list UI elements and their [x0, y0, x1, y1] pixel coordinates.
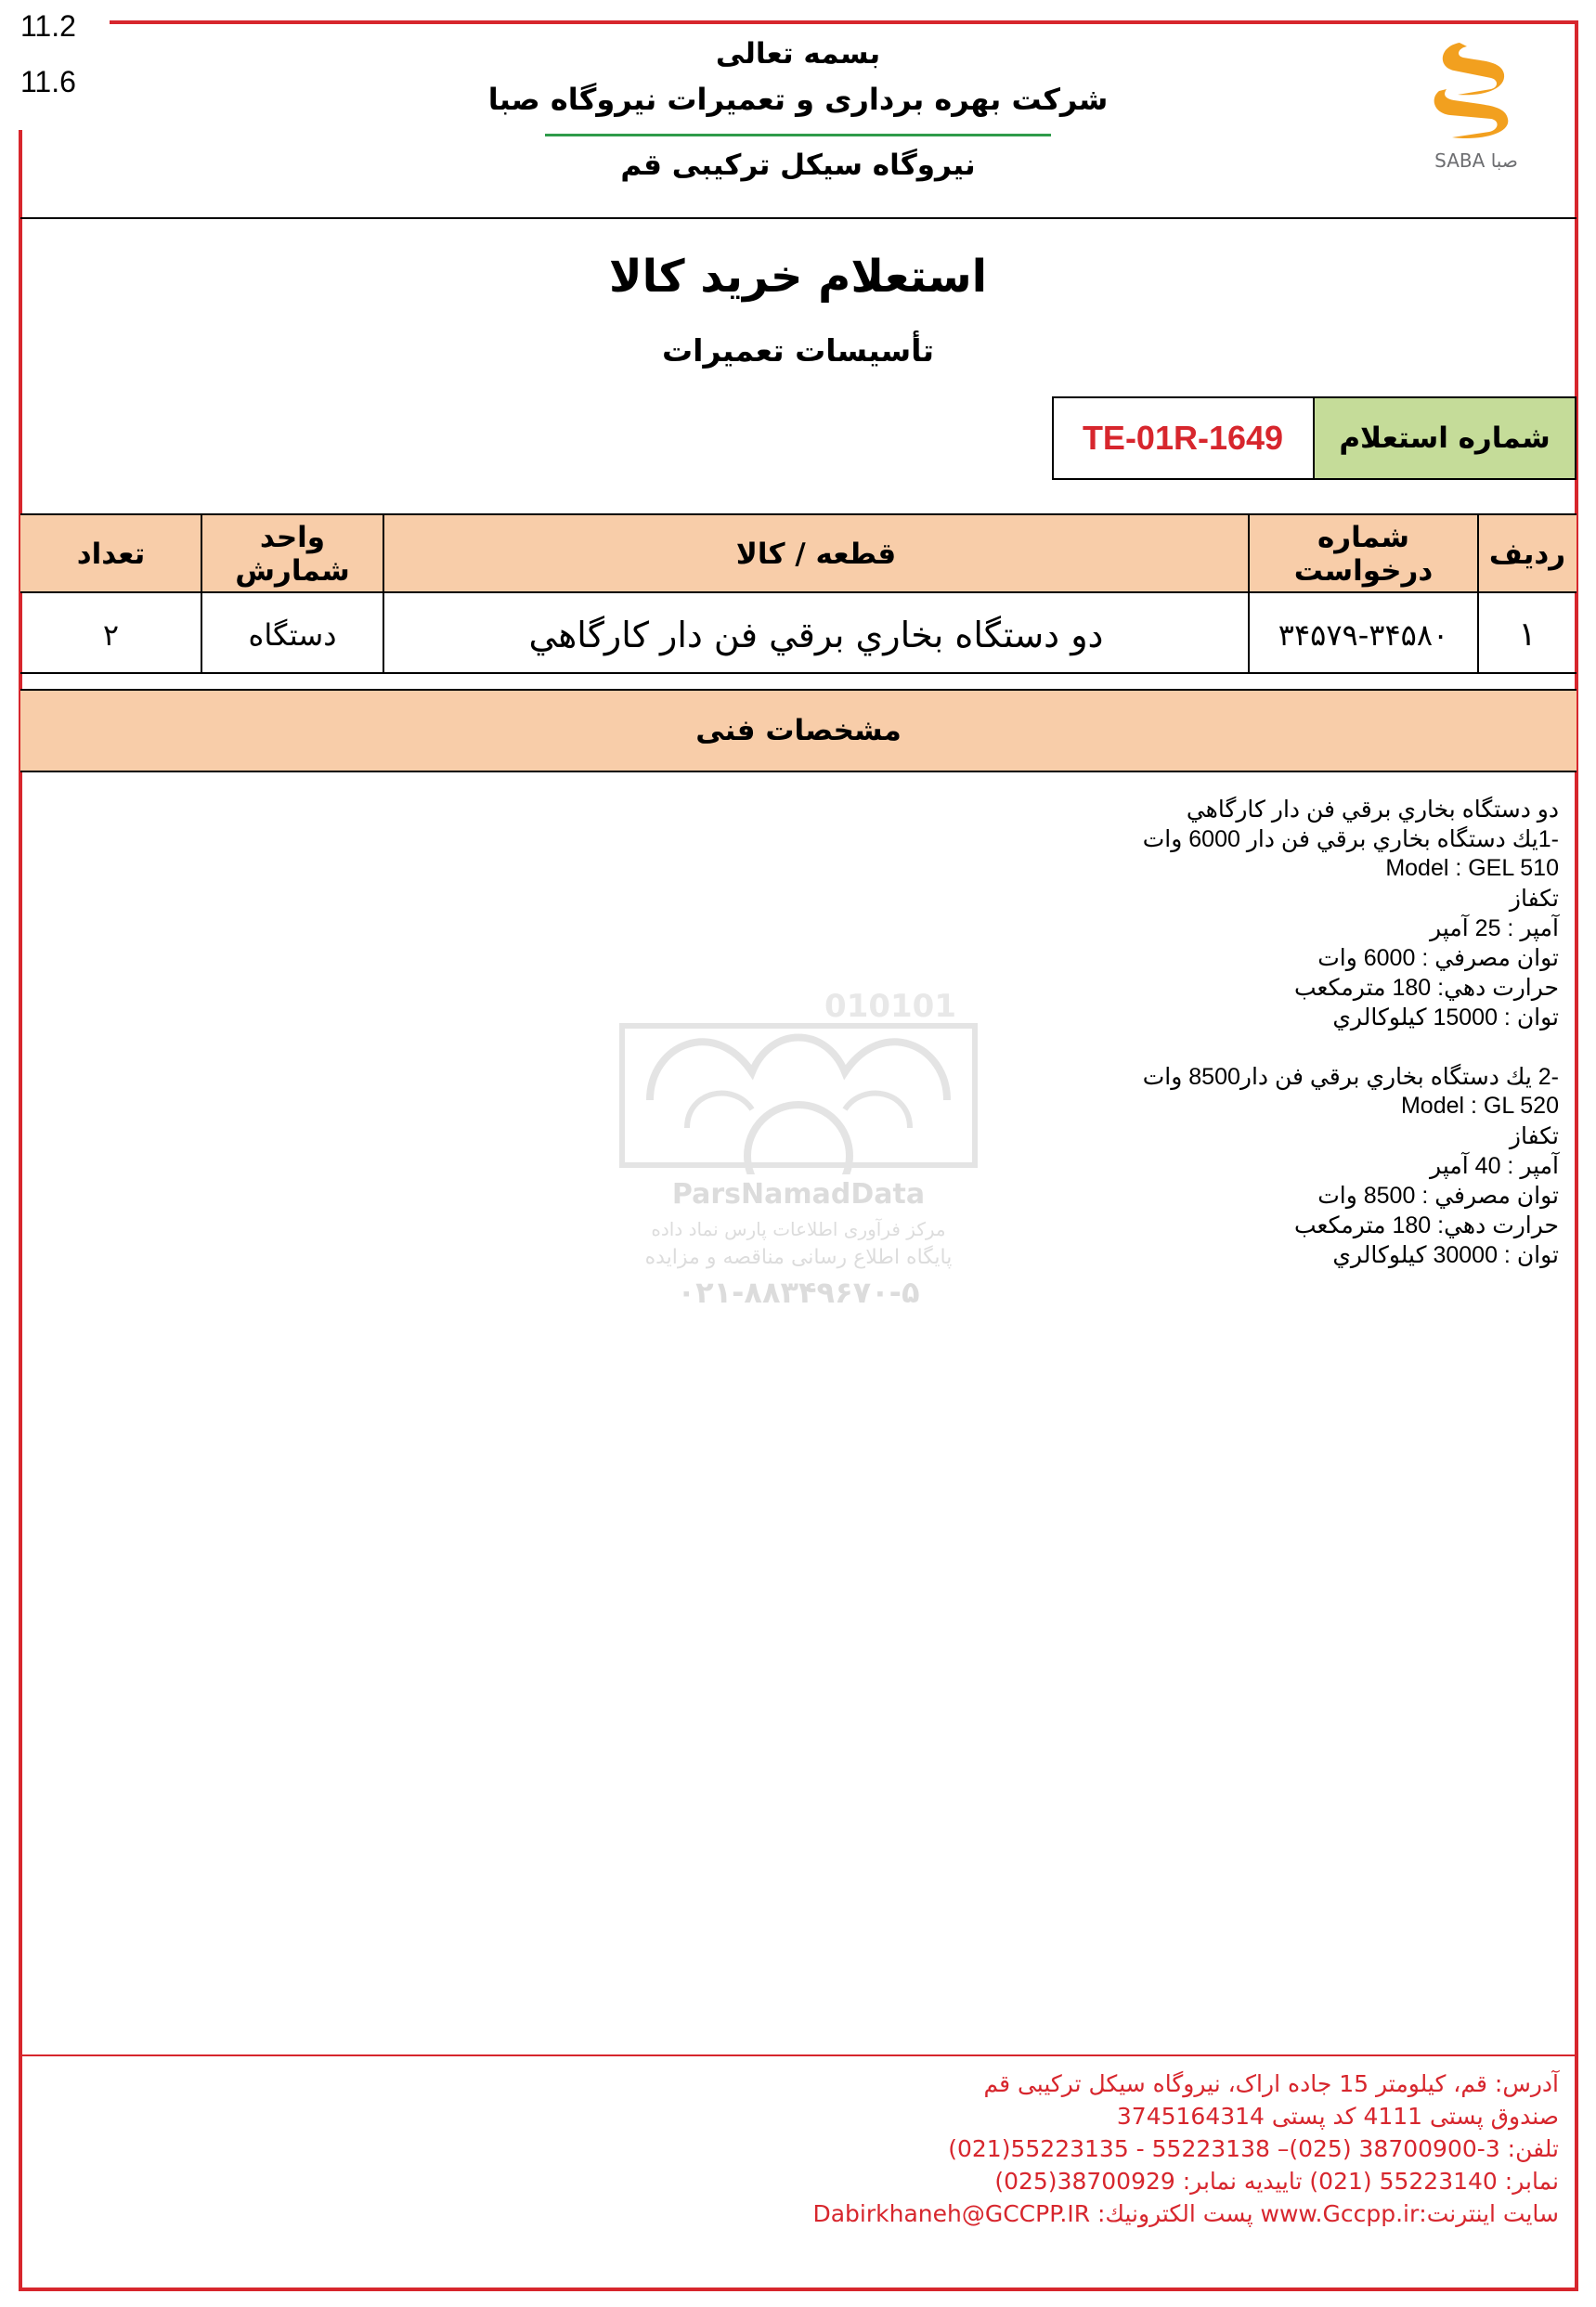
spec-line: آمپر : 40 آمپر: [1430, 1153, 1559, 1179]
cell-unit: دستگاه: [248, 616, 337, 653]
page-subtitle: تأسیسات تعمیرات: [662, 332, 934, 369]
svg-text:010101: 010101: [824, 989, 956, 1025]
svg-text:SABA صبا: SABA صبا: [1434, 149, 1518, 172]
footer-fax: نمابر: 55223140 (021) تاییدیه نمابر: 38700929(025): [994, 2168, 1559, 2195]
watermark-brand: ParsNamadData: [671, 1178, 926, 1211]
inquiry-number: TE-01R-1649: [1082, 419, 1284, 457]
watermark-line-1: مرکز فرآوری اطلاعات پارس نماد داده: [651, 1218, 946, 1240]
spec-line: حرارت دهي: 180 مترمكعب: [1294, 975, 1559, 1001]
specs-title: مشخصات فنی: [20, 689, 1577, 772]
footer-pobox: صندوق پستی 4111 کد پستی 3745164314: [1116, 2103, 1559, 2130]
spec-line: توان مصرفي : 6000 وات: [1317, 945, 1559, 971]
spec-line: Model : GL 520: [1400, 1093, 1559, 1119]
watermark-emblem-icon: [613, 989, 984, 1174]
footer-phone: تلفن: 3-38700900 (025)– 55223138 - 55223135(021): [948, 2135, 1559, 2162]
spec-line: Model : GEL 510: [1385, 855, 1559, 881]
watermark: [613, 989, 984, 1323]
footer-website-email: سایت اینترنت:www.Gccpp.ir پست الکترونیك: Dabirkhaneh@GCCPP.IR: [812, 2200, 1559, 2227]
spec-line: توان : 30000 كيلوكالري: [1332, 1242, 1559, 1268]
company-name: شرکت بهره برداری و تعمیرات نیروگاه صبا: [487, 82, 1109, 117]
margin-note-2: 11.6: [20, 65, 76, 98]
footer-divider: [20, 2054, 1577, 2056]
frame-top: [110, 20, 1578, 24]
spec-line: حرارت دهي: 180 مترمكعب: [1294, 1212, 1559, 1238]
page-title: استعلام خرید کالا: [608, 251, 988, 303]
spec-line: تكفاز: [1509, 886, 1559, 912]
footer-address: آدرس: قم، کیلومتر 15 جاده اراک، نیروگاه سیکل ترکیبی قم: [983, 2070, 1559, 2097]
frame-bottom: [19, 2288, 1578, 2291]
watermark-phone: ۰۲۱-۸۸۳۴۹۶۷۰-۵: [677, 1275, 920, 1310]
col-header-qty: تعداد: [76, 538, 146, 571]
frame-left: [19, 130, 22, 2291]
col-header-row: ردیف: [1488, 538, 1566, 571]
margin-note-1: 11.2: [20, 9, 76, 43]
spec-line: آمپر : 25 آمپر: [1430, 915, 1559, 941]
cell-row-number: ۱: [1518, 616, 1537, 654]
watermark-line-2: پایگاه اطلاع رسانی مناقصه و مزایده: [644, 1246, 953, 1269]
salutation: بسمه تعالی: [715, 37, 881, 71]
col-header-request-no: شماره درخواست: [1293, 521, 1434, 588]
col-header-unit: واحد شمارش: [235, 521, 350, 588]
spec-line: توان : 15000 كيلوكالري: [1332, 1004, 1559, 1030]
spec-line: -2 يك دستگاه بخاري برقي فن دار8500 وات: [1142, 1064, 1559, 1090]
spec-line: -1يك دستگاه بخاري برقي فن دار 6000 وات: [1142, 826, 1559, 852]
spec-line: دو دستگاه بخاري برقي فن دار كارگاهي: [1186, 797, 1559, 823]
col-header-item: قطعه / کالا: [735, 538, 897, 571]
header-divider: [545, 134, 1051, 136]
spec-line: تكفاز: [1509, 1123, 1559, 1149]
header-bottom-line: [20, 217, 1577, 219]
spec-line: توان مصرفي : 8500 وات: [1317, 1183, 1559, 1209]
inquiry-label: شماره استعلام: [1313, 396, 1577, 480]
cell-item-name: دو دستگاه بخاري برقي فن دار كارگاهي: [528, 614, 1104, 655]
cell-request-number: ۳۴۵۷۹-۳۴۵۸۰: [1278, 616, 1449, 653]
plant-name: نیروگاه سیکل ترکیبی قم: [620, 149, 976, 182]
cell-quantity: ۲: [102, 616, 120, 653]
